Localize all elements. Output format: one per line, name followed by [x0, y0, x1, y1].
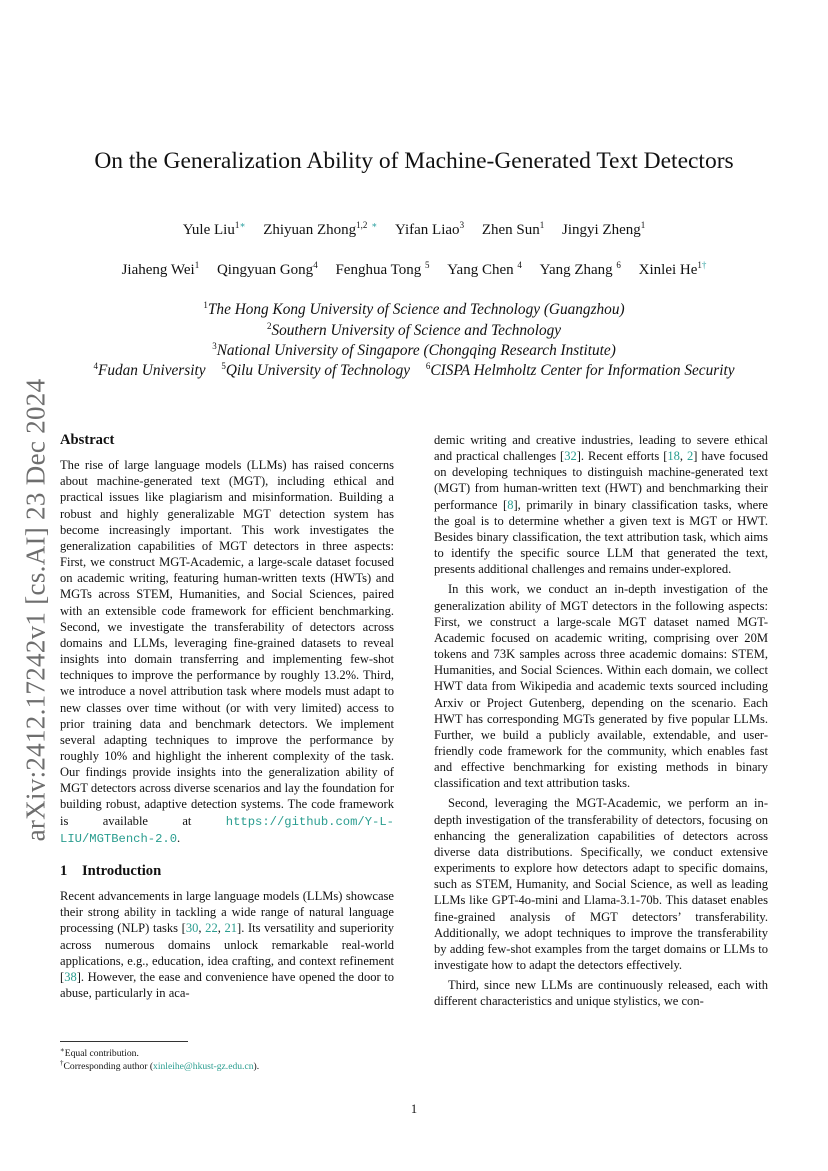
footnotes: [60, 1041, 394, 1073]
left-column: [60, 432, 394, 1001]
abstract-heading: Abstract: [60, 432, 115, 448]
author: Yang Zhang $^6$: [539, 260, 621, 278]
citation-link[interactable]: 2: [686, 449, 694, 464]
citation-link[interactable]: 30: [185, 921, 199, 936]
footnote-divider: [60, 1041, 188, 1042]
citation-link[interactable]: 18: [667, 449, 680, 464]
abstract-text: The rise of large language models (LLMs) has raised concerns about machine-generated text (MGT), including ethical and practical issues like plagiarism and misinformation. Building a robust and highly generalizable MGT detection system has become increasingly important. This work investigates the generalization capabilities of MGT detectors in three aspects: First, we construct MGT-Academic, a large-scale dataset focused on academic writing, featuring human-written texts (HWTs) and MGTs across STEM, Humanities, and Social Sciences, paired with an extensible code framework for efficient benchmarking. Second, we investigate the transferability of detectors across domains and LLMs, leveraging fine-grained datasets to reveal insights into domain transferring and implementing few-shot techniques to improve the performance by roughly 13.2%. Third, we introduce a novel attribution task where models must adapt to new classes over time without (or with very limited) access to prior training data and benchmark detectors. We implement several adapting techniques to improve the performance by roughly 10% and highlight the inherent complexity of the task. Our findings provide insights into the generalization ability of MGT detectors across diverse scenarios and lay the foundation for building robust, adaptive detection systems. The code framework is available at https://github.com/Y-L-LIU/MGTBench-2.0.: [60, 458, 394, 846]
email-link[interactable]: xinleihe@hkust-gz.edu.cn: [153, 1061, 254, 1072]
right-column: [434, 432, 768, 1009]
author: Yule Liu$^{1∗}$: [182, 220, 246, 238]
citation-link[interactable]: 32: [564, 449, 577, 464]
authors-row-1: [60, 222, 768, 239]
author: Jingyi Zheng$^1$: [561, 220, 646, 238]
intro-paragraph-3: Second, leveraging the MGT-Academic, we perform an in-depth investigation of the transferability of detectors, focusing on enhancing the generalization capabilities of detectors across diverse data distributions. Specifically, we conduct extensive experiments to explore how detectors adapt to specific domains, such as STEM, Humanity, and Social Science, as well as leading LLMs like GPT-4o-mini and Llama-3.1-70b. This dataset enables fine-grained analysis of MGT detectors’ transferability. Additionally, we adopt techniques to improve the transferability by adding few-shot examples from the target domains or LLMs to investigate how to adapt the detectors effectively.: [434, 796, 768, 972]
affiliation: $^2$Southern University of Science and Technology: [266, 320, 562, 339]
affiliation: $^5$Qilu University of Technology: [221, 360, 411, 379]
author: Yifan Liao$^3$: [394, 220, 465, 238]
intro-paragraph-1: Recent advancements in large language models (LLMs) showcase their strong ability in tackling a wide range of natural language processing (NLP) tasks [30, 22, 21]. Its versatility and superiority across numerous domains unlock remarkable real-world applications, e.g., education, idea crafting, and context refinement [38]. However, the ease and convenience have opened the door to abuse, particularly in aca-: [60, 889, 395, 1000]
citation-link[interactable]: 21: [224, 921, 238, 936]
affiliation: $^4$Fudan University: [93, 360, 206, 379]
code-url-link[interactable]: https://github.com/Y-L-LIU/MGTBench-2.0: [60, 814, 394, 846]
authors-row-2: [60, 262, 768, 279]
author: Zhiyuan Zhong$^{1,2}$ ∗: [263, 220, 378, 238]
introduction-heading: 1 Introduction: [60, 862, 162, 879]
affiliation-row: [40, 362, 788, 380]
affiliation: $^6$CISPA Helmholtz Center for Information Security: [425, 360, 735, 379]
author: Jiaheng Wei$^1$: [121, 260, 200, 278]
author: Yang Chen $^4$: [447, 260, 522, 278]
page-number: 1: [410, 1102, 418, 1116]
citation-link[interactable]: 22: [205, 921, 218, 936]
citation-link[interactable]: 38: [64, 969, 77, 984]
footnote-corresponding-author: †Corresponding author (xinleihe@hkust-gz.edu.cn).: [60, 1058, 260, 1072]
intro-paragraph-1-cont: demic writing and creative industries, leading to severe ethical and practical challenges [32]. Recent efforts [18, 2] have focused on developing techniques to distinguish machine-generated text (MGT) from human-written text (HWT) and benchmarking their performance [8], primarily in binary classification tasks, where the goal is to determine whether a given text is MGT or HWT. Besides binary classification, the text attribution task, which aims to identify the specific source LLM that generated the text, presents additional challenges and remains under-explored.: [434, 433, 768, 577]
author: Xinlei $He^{1\dagger}$: [638, 260, 707, 278]
arxiv-stamp: arXiv:2412.17242v1 [cs.AI] 23 Dec 2024: [20, 378, 51, 842]
author: Zhen Sun$^1$: [481, 220, 545, 238]
paper-title: On the Generalization Ability of Machine-Generated Text Detectors: [94, 148, 734, 174]
author: Fenghua Tong $^5$: [335, 260, 430, 278]
affiliation: $^1$The Hong Kong University of Science and Technology (Guangzhou): [203, 299, 625, 318]
footnote-equal-contribution: ∗Equal contribution.: [60, 1045, 139, 1059]
author: Qingyuan Gong$^4$: [216, 260, 318, 278]
citation-link[interactable]: 8: [507, 497, 514, 512]
affiliation: $^3$National University of Singapore (Chongqing Research Institute): [212, 340, 616, 359]
intro-paragraph-4: Third, since new LLMs are continuously released, each with different characteristics and unique stylistics, we con-: [434, 978, 768, 1009]
intro-paragraph-2: In this work, we conduct an in-depth investigation of the generalization ability of MGT detectors in the following aspects: First, we construct a large-scale MGT dataset named MGT-Academic focused on academic writing, comprising over 20M tokens and 73K samples across three academic domains: STEM, Humanities, and Social Sciences. Within each domain, we collect HWT data from Wikipedia and academic texts sourced including Arxiv or Project Gutenberg, depending on the scenario. Each HWT has corresponding MGTs generated by five popular LLMs. Further, we build a publicly available, extendable, and user-friendly code framework for the community, which enables fast and effective benchmarking for existing methods in binary classification and text attribution tasks.: [434, 582, 768, 791]
